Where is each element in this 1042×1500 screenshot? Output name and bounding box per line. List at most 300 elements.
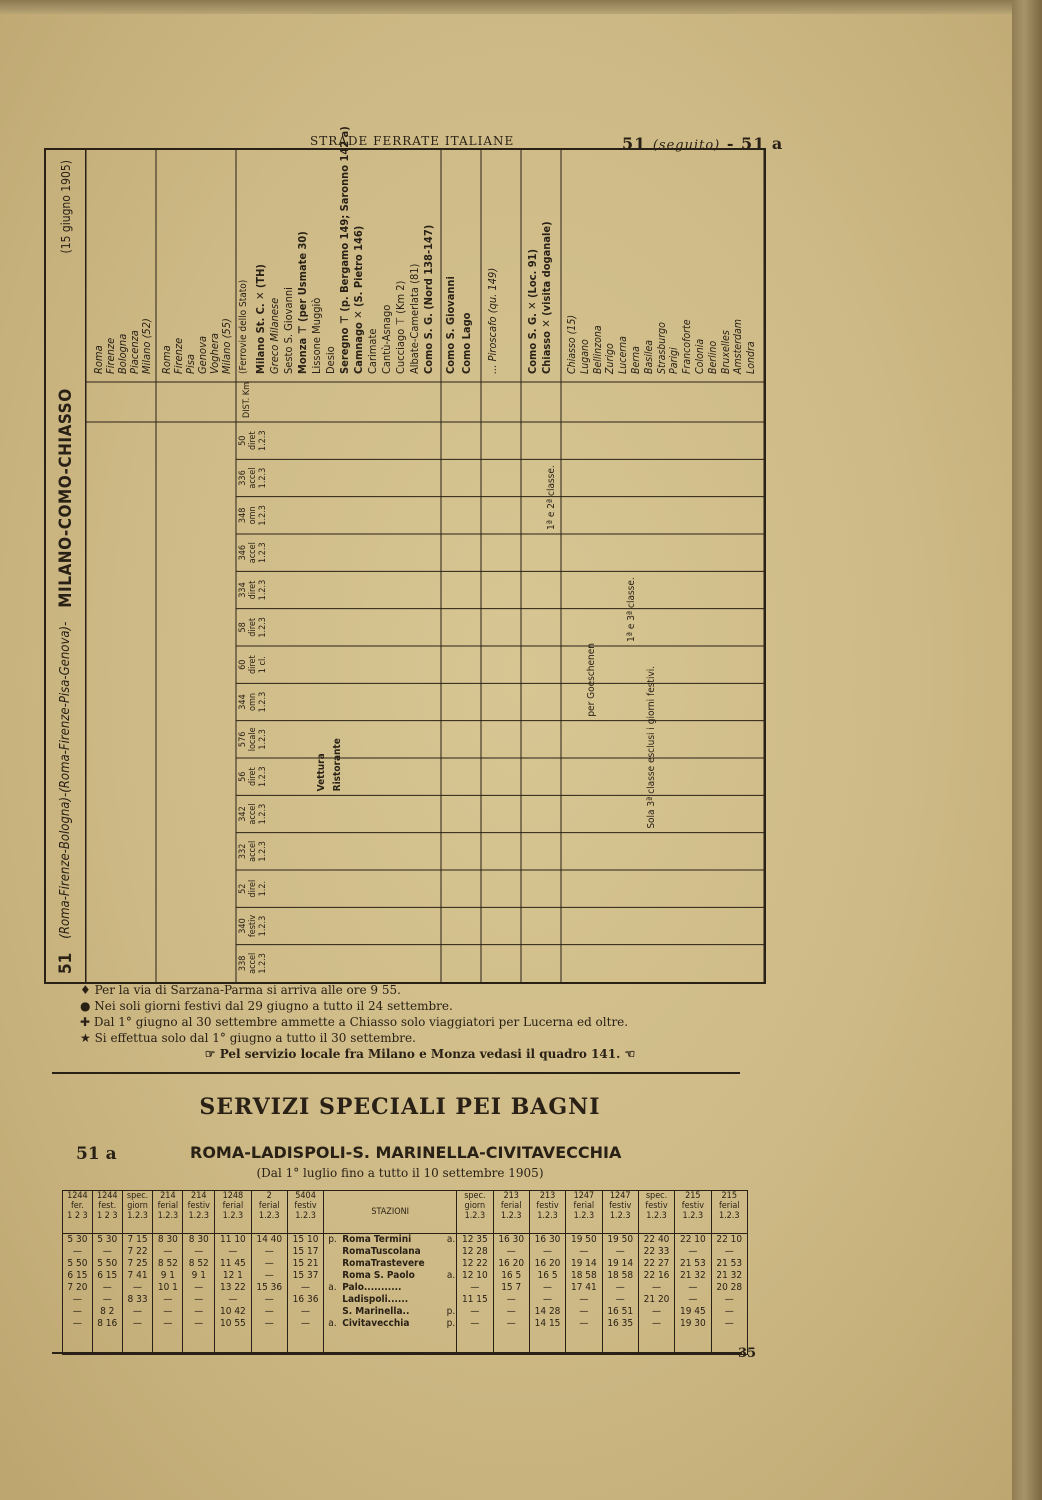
train-header <box>287 1191 323 1234</box>
header-line: festiv <box>294 1201 317 1211</box>
train-times-column <box>566 1234 602 1355</box>
train-column-header <box>238 683 268 720</box>
timetable-title: MILANO-COMO-CHIASSO <box>55 388 76 608</box>
header-line: 1.2.3 <box>258 1211 280 1221</box>
train-times-column <box>215 1234 251 1355</box>
railway-label: (Ferrovie dello Stato) <box>238 279 249 374</box>
train-header <box>602 1191 638 1234</box>
note-line: ✚ Dal 1° giugno al 30 settembre ammette a Chiasso solo viaggiatori per Lucerna ed oltre. <box>80 1015 629 1029</box>
train-times-column <box>602 1234 638 1355</box>
time-cell: 5 50 <box>67 1258 88 1269</box>
time-cell: 15 37 <box>292 1270 319 1281</box>
time-cell: 12 22 <box>462 1258 488 1269</box>
time-cell: 16 20 <box>498 1258 525 1269</box>
header-line: ferial <box>157 1201 179 1211</box>
section-number: 51 <box>622 134 647 153</box>
time-cell: — <box>194 1294 204 1305</box>
time-cell: 7 15 <box>127 1234 148 1245</box>
time-cell: — <box>301 1306 311 1317</box>
train-times-column <box>122 1234 153 1355</box>
station-row <box>328 1294 455 1306</box>
station-name: Carimate <box>366 328 379 374</box>
train-column-header <box>238 833 268 870</box>
time-cell: — <box>615 1282 625 1293</box>
header-line: ferial <box>718 1201 740 1211</box>
station-name: Parigi <box>668 347 681 374</box>
time-cell: — <box>724 1306 734 1317</box>
section-divider <box>52 1072 740 1074</box>
station-name: Chiasso ✕ (visita doganale) <box>540 221 553 374</box>
header-line: giorn <box>464 1201 486 1211</box>
time-cell: 7 22 <box>127 1246 148 1257</box>
time-cell: — <box>133 1306 143 1317</box>
header-line: 2 <box>266 1191 272 1201</box>
time-cell: 16 5 <box>537 1270 558 1281</box>
train-times-column <box>92 1234 122 1355</box>
train-number: 334 <box>238 582 248 598</box>
time-cell: 19 50 <box>570 1234 597 1245</box>
time-cell: 14 40 <box>256 1234 283 1245</box>
time-cell: 12 1 <box>222 1270 243 1281</box>
time-cell: — <box>264 1270 274 1281</box>
train-type: accel <box>248 952 258 974</box>
inline-note: Ristorante <box>332 738 343 792</box>
time-cell: 22 10 <box>716 1234 743 1245</box>
train-header <box>566 1191 602 1234</box>
header-line: 1.2.3 <box>500 1211 522 1221</box>
train-header <box>92 1191 122 1234</box>
train-header <box>493 1191 529 1234</box>
station-marker <box>328 1246 342 1258</box>
train-column-header <box>238 422 268 459</box>
train-number: 344 <box>238 694 248 710</box>
header-line: 215 <box>685 1191 701 1201</box>
train-times-column <box>638 1234 674 1355</box>
header-line: 1.2.3 <box>188 1211 210 1221</box>
station-name: Desio <box>324 346 337 374</box>
train-number: 52 <box>238 883 248 894</box>
time-cell: 19 14 <box>570 1258 597 1269</box>
station-name: Lissone Muggiò <box>310 297 323 374</box>
time-cell: 7 41 <box>127 1270 148 1281</box>
station-row <box>328 1282 455 1294</box>
time-cell: — <box>264 1306 274 1317</box>
time-cell: — <box>543 1294 553 1305</box>
time-cell: 8 30 <box>188 1234 209 1245</box>
train-class: 1.2.3 <box>258 841 268 862</box>
train-number: 56 <box>238 771 248 782</box>
time-cell: — <box>506 1318 516 1329</box>
running-header: STRADE FERRATE ITALIANE <box>310 134 515 148</box>
inline-note: Sola 3ª classe esclusi i giorni festivi. <box>646 665 657 829</box>
time-cell: 10 42 <box>220 1306 246 1317</box>
time-cell: 11 10 <box>220 1234 246 1245</box>
header-line: 1.2.3 <box>573 1211 595 1221</box>
train-class: 1.2.3 <box>258 579 268 601</box>
train-header <box>153 1191 183 1234</box>
station-marker: a. <box>446 1270 456 1281</box>
station-name: Roma S. Paolo <box>342 1270 415 1281</box>
time-cell: 9 1 <box>160 1270 176 1281</box>
header-line: ferial <box>573 1201 595 1211</box>
time-cell: 8 2 <box>100 1306 115 1317</box>
time-cell: 12 28 <box>462 1246 488 1257</box>
time-cell: — <box>688 1246 698 1257</box>
time-cell: 8 30 <box>157 1234 178 1245</box>
train-number: 336 <box>238 470 248 486</box>
station-name: Ladispoli...... <box>342 1294 409 1305</box>
note-line: ● Nei soli giorni festivi dal 29 giugno a tutto il 24 settembre. <box>80 999 453 1013</box>
time-cell: — <box>470 1318 480 1329</box>
origin-station: Genova <box>196 335 209 374</box>
origin-station: Piacenza <box>128 330 141 374</box>
header-line: 1 2 3 <box>96 1211 118 1221</box>
station-row <box>328 1234 455 1246</box>
train-column-header <box>238 497 268 534</box>
header-line: 1.2.3 <box>682 1211 704 1221</box>
header-line: 1.2.3 <box>464 1211 486 1221</box>
time-cell: 22 40 <box>643 1234 670 1245</box>
header-line: 1248 <box>222 1191 244 1201</box>
note-line: ♦ Per la via di Sarzana-Parma si arriva alle ore 9 55. <box>80 983 401 997</box>
time-cell: 16 30 <box>534 1234 561 1245</box>
station-marker: p. <box>446 1306 456 1317</box>
time-cell: — <box>579 1306 589 1317</box>
header-line: festiv <box>609 1201 632 1211</box>
station-name: Sesto S. Giovanni <box>282 287 295 374</box>
station-name: Berlino <box>706 340 719 374</box>
train-number: 338 <box>238 955 248 972</box>
station-row <box>328 1258 455 1270</box>
time-cell: — <box>506 1246 516 1257</box>
origin-station: Pisa <box>184 354 197 374</box>
time-cell: 21 32 <box>716 1270 743 1281</box>
train-column-header <box>238 459 268 496</box>
train-type: accel <box>248 542 258 564</box>
inline-note: Vettura <box>316 753 327 792</box>
train-class: 1 cl. <box>258 656 268 674</box>
time-cell: 14 15 <box>534 1318 561 1329</box>
train-header <box>457 1191 493 1234</box>
time-cell: — <box>724 1294 734 1305</box>
time-cell: — <box>579 1294 589 1305</box>
time-cell: 8 52 <box>188 1258 209 1269</box>
station-name: Roma Termini <box>342 1234 412 1245</box>
station-name: Albate-Camerlata (81) <box>408 263 421 374</box>
station-name: Bruxelles <box>719 330 732 374</box>
train-number: 58 <box>238 622 248 633</box>
table-51a-route: ROMA-LADISPOLI-S. MARINELLA-CIVITAVECCHIA <box>190 1143 622 1162</box>
header-line: 213 <box>539 1191 556 1201</box>
station-name: Chiasso (15) <box>566 314 578 374</box>
train-header <box>183 1191 215 1234</box>
train-type: locale <box>248 727 258 752</box>
time-cell: — <box>133 1318 143 1329</box>
header-line: 214 <box>160 1191 176 1201</box>
note-line: ☞ Pel servizio locale fra Milano e Monza vedasi il quadro 141. ☜ <box>204 1047 636 1061</box>
header-line: 1.2.3 <box>127 1211 148 1221</box>
header-line: festiv <box>536 1201 559 1211</box>
time-cell: 14 28 <box>534 1306 561 1317</box>
origin-station: Roma <box>160 345 173 374</box>
time-cell: 15 10 <box>292 1234 319 1245</box>
origin-station: Milano (55) <box>220 318 233 374</box>
time-cell: — <box>506 1306 516 1317</box>
header-line: 1.2.3 <box>609 1211 631 1221</box>
station-name: Como S. G. (Nord 138-147) <box>422 224 435 374</box>
time-cell: 12 10 <box>462 1270 488 1281</box>
time-cell: — <box>194 1306 204 1317</box>
time-cell: — <box>506 1294 516 1305</box>
train-times-column <box>457 1234 493 1355</box>
station-marker <box>328 1306 342 1318</box>
station-name: Lucerna <box>617 336 630 374</box>
header-line: spec. <box>645 1191 668 1201</box>
train-column-header <box>238 534 268 571</box>
train-type: diret <box>248 767 258 787</box>
station-name: Berna <box>630 346 642 374</box>
station-name: RomaTuscolana <box>342 1246 421 1257</box>
train-number: 348 <box>238 507 248 524</box>
time-cell: 21 20 <box>643 1294 670 1305</box>
station-name: Colonia <box>694 338 706 374</box>
time-cell: 15 7 <box>501 1282 522 1293</box>
time-cell: — <box>194 1246 204 1257</box>
train-type: accel <box>248 840 258 862</box>
time-cell: — <box>133 1282 143 1293</box>
timetable-title-bar <box>46 150 86 982</box>
train-class: 1.2.3 <box>258 430 268 451</box>
time-cell: — <box>301 1282 311 1293</box>
stations-header <box>324 1191 457 1234</box>
header-line: fest. <box>98 1201 117 1211</box>
time-cell: — <box>652 1282 662 1293</box>
origin-station: Roma <box>92 345 105 374</box>
header-line: 1.2.3 <box>157 1211 179 1221</box>
train-header <box>711 1191 747 1234</box>
station-row <box>328 1318 455 1330</box>
time-cell: 18 58 <box>570 1270 597 1281</box>
station-marker: a. <box>328 1318 337 1329</box>
train-times-column <box>63 1234 93 1355</box>
station-name: Como Lago <box>460 312 473 374</box>
time-cell: 10 55 <box>220 1318 246 1329</box>
time-cell: — <box>688 1294 698 1305</box>
time-cell: 22 10 <box>679 1234 706 1245</box>
time-cell: — <box>228 1294 238 1305</box>
time-cell: 21 53 <box>679 1258 706 1269</box>
train-type: diret <box>248 431 258 451</box>
time-cell: 13 22 <box>220 1282 246 1293</box>
time-cell: — <box>543 1246 553 1257</box>
inline-note: per Goeschenen <box>586 643 597 717</box>
time-cell: 8 16 <box>97 1318 118 1329</box>
station-name: ... Piroscafo (qu. 149) <box>486 267 499 374</box>
station-name: Francoforte <box>681 319 694 374</box>
time-cell: 21 53 <box>716 1258 743 1269</box>
time-cell: — <box>652 1306 662 1317</box>
train-header <box>638 1191 674 1234</box>
section-seguito: (seguito) <box>652 138 721 153</box>
table-51a-bottom-rule <box>52 1352 742 1354</box>
header-line: 1244 <box>67 1191 88 1201</box>
header-line: festiv <box>187 1201 210 1211</box>
station-name: Cucciago ⊤ (Km 2) <box>394 280 407 374</box>
time-cell: 10 1 <box>157 1282 178 1293</box>
time-cell: 5 30 <box>67 1234 88 1245</box>
train-number: 50 <box>238 435 248 446</box>
time-cell: 22 33 <box>643 1246 670 1257</box>
station-name: Amsterdam <box>732 319 745 374</box>
station-name: Cantù-Asnago <box>380 304 393 374</box>
time-cell: — <box>543 1282 553 1293</box>
origin-station: Voghera <box>208 333 221 374</box>
time-cell: — <box>72 1318 82 1329</box>
time-cell: — <box>72 1246 82 1257</box>
station-row <box>328 1270 455 1282</box>
time-cell: — <box>579 1318 589 1329</box>
station-name: S. Marinella.. <box>342 1306 410 1317</box>
train-class: 1.2.3 <box>258 542 268 563</box>
train-column-header <box>238 758 268 795</box>
train-number: 576 <box>238 731 248 748</box>
train-times-column <box>251 1234 287 1355</box>
time-cell: 19 14 <box>607 1258 634 1269</box>
train-column-header <box>238 721 268 758</box>
header-line: 1.2.3 <box>295 1211 316 1221</box>
header-line: 1.2.3 <box>537 1211 558 1221</box>
time-cell: — <box>615 1294 625 1305</box>
train-type: diret <box>248 580 258 600</box>
header-line: 1.2.3 <box>222 1211 244 1221</box>
time-cell: 20 28 <box>716 1282 743 1293</box>
train-column-header <box>238 907 268 944</box>
time-cell: 16 51 <box>607 1306 634 1317</box>
time-cell: — <box>579 1246 589 1257</box>
train-type: omn <box>248 506 258 525</box>
station-name: Seregno ⊤ (p. Bergamo 149; Saronno 142 a) <box>338 126 351 374</box>
train-column-header <box>238 870 268 907</box>
train-class: 1.2.3 <box>258 766 268 787</box>
stations-column <box>324 1234 457 1355</box>
time-cell: — <box>194 1318 204 1329</box>
header-line: festiv <box>645 1201 668 1211</box>
train-class: 1.2.3 <box>258 617 268 638</box>
time-cell: 15 36 <box>256 1282 283 1293</box>
train-class: 1.2.3 <box>258 729 268 750</box>
time-cell: — <box>470 1306 480 1317</box>
time-cell: 19 30 <box>679 1318 706 1329</box>
header-line: 1244 <box>96 1191 118 1201</box>
inline-note: 1ª e 2ª classe. <box>546 465 557 530</box>
time-cell: 22 16 <box>643 1270 670 1281</box>
time-cell: 12 35 <box>462 1234 488 1245</box>
time-cell: — <box>194 1282 204 1293</box>
time-cell: — <box>688 1282 698 1293</box>
time-cell: 16 30 <box>498 1234 525 1245</box>
train-times-column <box>711 1234 747 1355</box>
station-marker: p. <box>446 1318 456 1329</box>
time-cell: — <box>470 1282 480 1293</box>
time-cell: — <box>264 1246 274 1257</box>
train-type: accel <box>248 803 258 825</box>
time-cell: — <box>163 1294 173 1305</box>
train-class: 1.2.3 <box>258 915 268 937</box>
header-line: festiv <box>681 1201 704 1211</box>
train-times-column <box>493 1234 529 1355</box>
station-name: Bellinzona <box>591 325 604 374</box>
time-cell: — <box>264 1318 274 1329</box>
train-header <box>251 1191 287 1234</box>
station-marker: a. <box>446 1234 456 1245</box>
header-line: ferial <box>258 1201 280 1211</box>
station-name: Basilea <box>642 339 655 374</box>
train-column-header <box>238 571 268 608</box>
train-header <box>122 1191 153 1234</box>
origin-station: Milano (52) <box>140 318 153 374</box>
time-cell: 16 36 <box>292 1294 319 1305</box>
origin-station: Firenze <box>104 337 117 374</box>
header-line: 1247 <box>609 1191 631 1201</box>
time-cell: — <box>724 1318 734 1329</box>
train-type: diret <box>248 618 258 637</box>
train-times-column <box>183 1234 215 1355</box>
header-line: spec. <box>464 1191 486 1201</box>
train-class: 1.2.3 <box>258 803 268 825</box>
time-cell: 7 25 <box>127 1258 148 1269</box>
time-cell: 19 50 <box>607 1234 634 1245</box>
station-marker: p. <box>328 1234 337 1245</box>
time-cell: — <box>615 1246 625 1257</box>
origin-station: Bologna <box>116 333 129 374</box>
time-cell: — <box>652 1318 662 1329</box>
train-number: 342 <box>238 806 248 822</box>
time-cell: 16 5 <box>501 1270 522 1281</box>
train-number: 340 <box>238 918 248 934</box>
table-51a-number: 51 a <box>76 1144 117 1164</box>
header-line: STAZIONI <box>371 1207 410 1217</box>
station-name: Como S. Giovanni <box>444 276 457 374</box>
time-cell: — <box>163 1318 173 1329</box>
header-line: fer. <box>70 1201 84 1211</box>
inline-note: 1ª e 3ª classe. <box>626 577 637 642</box>
time-cell: — <box>102 1246 112 1257</box>
train-class: 1.2. <box>258 880 268 897</box>
train-type: direl <box>248 879 258 898</box>
header-line: 214 <box>191 1191 207 1201</box>
header-line: giorn <box>127 1201 148 1211</box>
header-line: spec. <box>126 1191 149 1201</box>
timetable-date: (15 giugno 1905) <box>58 160 73 254</box>
time-cell: — <box>72 1306 82 1317</box>
distance-label: DIST. Km <box>242 382 252 418</box>
time-cell: 16 35 <box>607 1318 634 1329</box>
train-type: diret <box>248 655 258 675</box>
header-line: ferial <box>500 1201 522 1211</box>
train-number: 332 <box>238 843 248 860</box>
header-line: 5404 <box>295 1191 316 1201</box>
time-cell: 11 45 <box>220 1258 246 1269</box>
station-name: Como S. G. ✕ (Loc. 91) <box>526 249 539 374</box>
special-services-heading: SERVIZI SPECIALI PEI BAGNI <box>199 1094 601 1120</box>
header-line: 1247 <box>573 1191 595 1201</box>
header-line: 1.2.3 <box>718 1211 740 1221</box>
station-name: Londra <box>745 341 758 374</box>
train-times-column <box>287 1234 323 1355</box>
station-name: RomaTrastevere <box>342 1258 425 1269</box>
station-row <box>328 1246 455 1258</box>
page-right-edge <box>1012 0 1042 1500</box>
